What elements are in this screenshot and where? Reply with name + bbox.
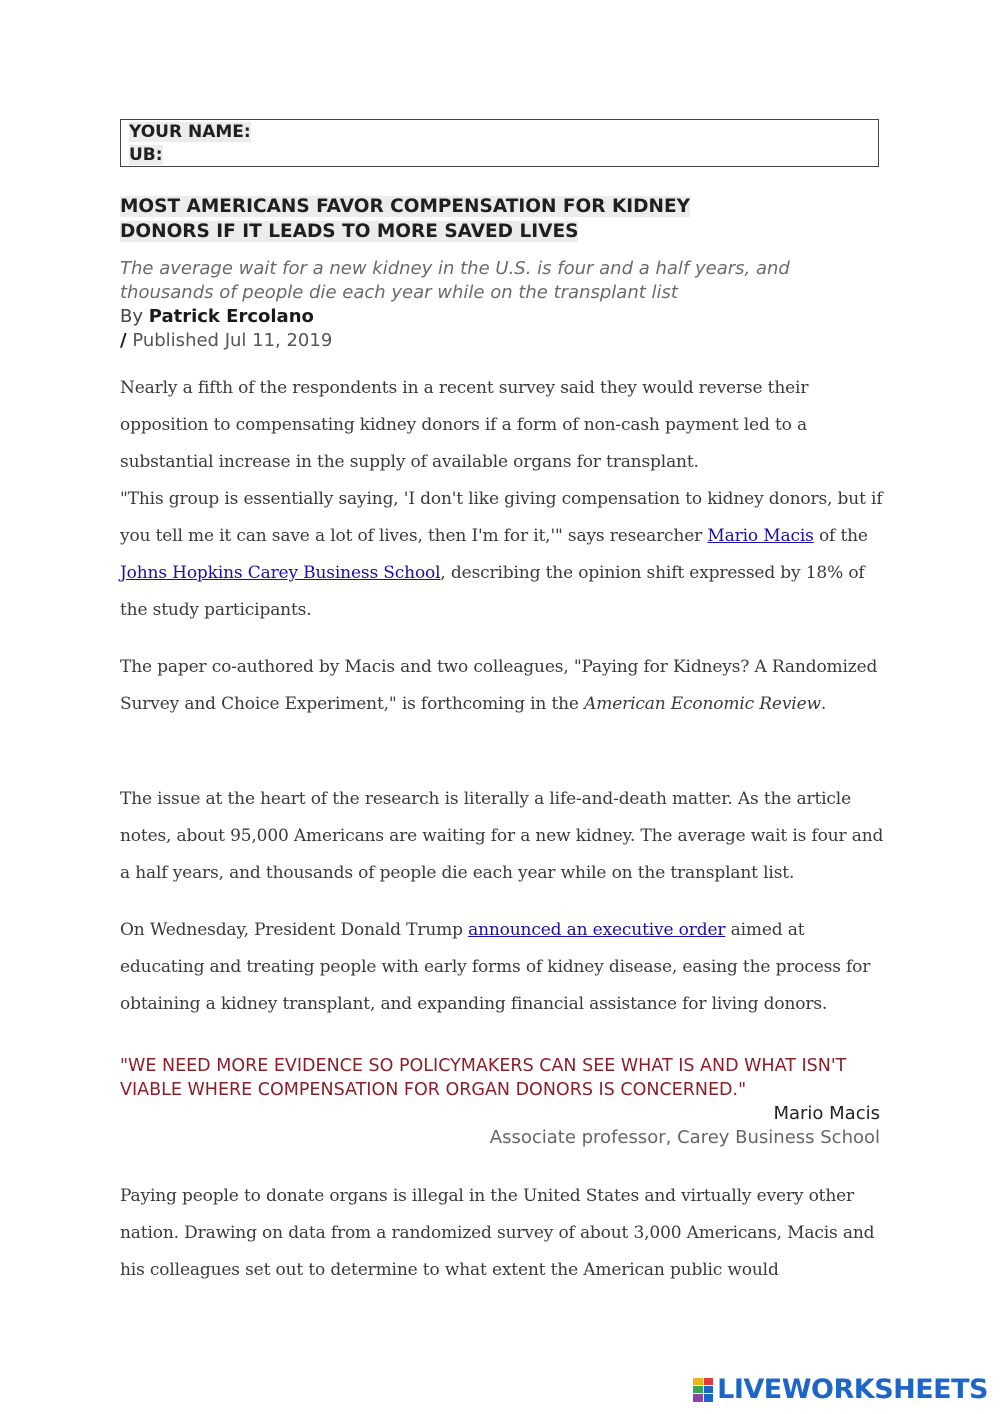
pull-quote: "WE NEED MORE EVIDENCE SO POLICYMAKERS CAN SEE WHAT IS AND WHAT ISN'T VIABLE WHERE COMPENSATION FOR ORGAN DONORS IS CONCERNED.": [120, 1056, 847, 1100]
slash-separator: /: [120, 330, 127, 351]
paragraph-5-text-a: On Wednesday, President Donald Trump: [120, 920, 469, 940]
ub-field[interactable]: UB:: [129, 145, 163, 165]
paragraph-5-text-b: aimed at educating and treating people with early forms of kidney disease, easing the process for obtaining a kidney transplant, and expanding financial assistance for living donors.: [120, 920, 871, 1014]
headline-line-2: DONORS IF IT LEADS TO MORE SAVED LIVES: [120, 221, 579, 242]
paragraph-6-text: Paying people to donate organs is illegal in the United States and virtually every other nation. Drawing on data from a randomized survey of about 3,000 Americans, Macis and his colleagues set out to determine to what extent the American public would: [120, 1186, 875, 1280]
paragraph-4-text: The issue at the heart of the research is literally a life-and-death matter. As the article notes, about 95,000 Americans are waiting for a new kidney. The average wait is four and a half years, and thousands of people die each year while on the transplant list.: [120, 789, 884, 883]
executive-order-link[interactable]: announced an executive order: [468, 920, 726, 940]
publish-date: [120, 329, 332, 353]
article-body-block-1: [120, 370, 885, 629]
mario-macis-link[interactable]: Mario Macis: [707, 526, 814, 546]
author-name: Patrick Ercolano: [148, 306, 314, 327]
paragraph-6: [120, 1178, 885, 1289]
paragraph-1: Nearly a fifth of the respondents in a recent survey said they would reverse their opposition to compensating kidney donors if a form of non-cash payment led to a substantial increase in the supply of available organs for transplant.: [120, 378, 809, 472]
your-name-field[interactable]: YOUR NAME:: [129, 122, 251, 142]
paragraph-3: [120, 649, 885, 723]
name-ub-box: [120, 119, 879, 167]
paragraph-5: [120, 912, 885, 1023]
headline-line-1: MOST AMERICANS FAVOR COMPENSATION FOR KIDNEY: [120, 196, 691, 217]
paragraph-4: [120, 781, 885, 892]
article-subheading: The average wait for a new kidney in the U.S. is four and a half years, and thousands of people die each year while on the transplant list: [120, 258, 790, 303]
paragraph-2-text-c: , describing the opinion shift expressed by 18% of the study participants.: [120, 563, 865, 620]
published-date-text: Published Jul 11, 2019: [132, 330, 333, 351]
by-label: By: [120, 306, 144, 327]
paragraph-2-text-a: "This group is essentially saying, 'I don't like giving compensation to kidney donors, but if you tell me it can save a lot of lives, then I'm for it,'" says researcher: [120, 489, 883, 546]
paragraph-2-text-b: of the: [813, 526, 868, 546]
paragraph-3-text-a: The paper co-authored by Macis and two colleagues, "Paying for Kidneys? A Randomized Survey and Choice Experiment," is forthcoming in the: [120, 657, 878, 714]
liveworksheets-logo: [693, 1374, 988, 1405]
paragraph-2: [120, 481, 885, 629]
paragraph-3-text-b: .: [820, 694, 827, 714]
logo-text: LIVEWORKSHEETS: [717, 1374, 988, 1405]
quote-author-role: Associate professor, Carey Business School: [489, 1127, 880, 1148]
article-headline: [120, 194, 760, 244]
byline: [120, 305, 314, 329]
carey-business-school-link[interactable]: Johns Hopkins Carey Business School: [120, 563, 441, 583]
liveworksheets-logo-icon: [693, 1378, 713, 1402]
journal-name: American Economic Review: [584, 694, 821, 714]
quote-author: Mario Macis: [773, 1103, 880, 1124]
